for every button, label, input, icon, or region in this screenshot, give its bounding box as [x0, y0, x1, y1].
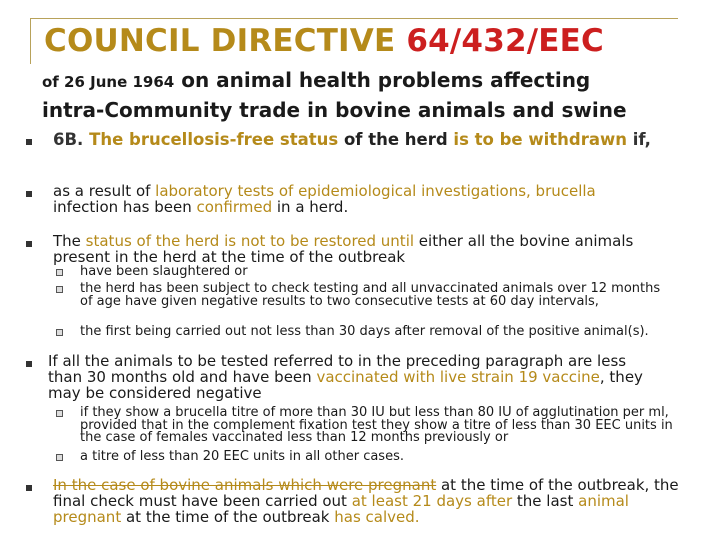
- point-vaccinated-lead: If all the animals to be tested referred to in the preceding paragraph are less than 30 months old and have been: [48, 352, 627, 386]
- point-lab-tests-middle: infection has been: [53, 198, 197, 216]
- point-lab-tests-confirmed: confirmed: [196, 198, 273, 216]
- point-pregnant-middle: at the time of the outbreak, the final check must have been carried out: [53, 476, 679, 510]
- point-vaccinated-end: , they may be considered negative: [48, 368, 643, 402]
- sub-bullet-marker: [56, 266, 64, 274]
- point-pregnant-21days: at least 21 days after: [351, 492, 513, 510]
- point-pregnant-lead: In the case of bovine animals which were pregnant: [53, 476, 437, 494]
- sub-point-titre-20eec: a titre of less than 20 EEC units in all other cases.: [80, 449, 404, 464]
- bullet-marker: [26, 234, 36, 247]
- bullet-marker: [26, 478, 36, 491]
- point-status-restore: [53, 233, 683, 265]
- point-6b-number: 6B.: [53, 130, 90, 149]
- sub-point-first-test: the first being carried out not less than 30 days after removal of the positive animal(s).: [80, 324, 649, 339]
- bullet-marker: [26, 354, 36, 367]
- point-6b-status: The brucellosis-free status: [89, 130, 339, 149]
- bullet-marker: [26, 184, 36, 197]
- sub-bullet-marker: [56, 451, 64, 459]
- point-pregnant-animal: animal pregnant: [53, 492, 629, 526]
- point-6b: [53, 131, 693, 148]
- point-lab-tests: [53, 183, 673, 215]
- subtitle-date: of 26 June 1964: [42, 73, 175, 91]
- point-pregnant-calved: has calved.: [334, 508, 420, 526]
- title-directive-label: COUNCIL DIRECTIVE: [44, 23, 407, 59]
- point-pregnant-outbreak: at the time of the outbreak: [121, 508, 335, 526]
- point-status-highlight: status of the herd is not to be restored until: [85, 232, 415, 250]
- subtitle-line2: intra-Community trade in bovine animals and swine: [42, 98, 627, 122]
- point-vaccinated: [48, 353, 658, 401]
- sub-bullet-marker: [56, 407, 64, 415]
- point-pregnant: [53, 477, 693, 525]
- sub-point-check-testing: the herd has been subject to check testing and all unvaccinated animals over 12 months of age have given negative results to two consecutive tests at 60 day intervals,: [80, 281, 661, 309]
- bullet-marker: [26, 132, 36, 145]
- sub-bullet-marker: [56, 283, 64, 291]
- point-vaccinated-highlight: vaccinated with live strain 19 vaccine: [316, 368, 600, 386]
- point-lab-tests-lead: as a result of: [53, 182, 156, 200]
- point-status-rest: either all the bovine animals present in the herd at the time of the outbreak: [53, 232, 634, 266]
- subtitle-line1: on animal health problems affecting: [174, 68, 591, 92]
- title-directive-number: 64/432/EEC: [406, 23, 604, 59]
- point-status-lead: The: [53, 232, 86, 250]
- point-lab-tests-end: in a herd.: [272, 198, 349, 216]
- point-6b-withdrawn: is to be withdrawn: [453, 130, 627, 149]
- sub-point-titre-30iu: if they show a brucella titre of more than 30 IU but less than 80 IU of agglutination per ml, provided that in the complement fixation test they show a titre of less than 30 EEC units in the case of females vaccinated less than 12 months previously or: [80, 405, 673, 445]
- point-6b-herd: of the herd: [338, 130, 454, 149]
- point-6b-if: if,: [626, 130, 651, 149]
- sub-bullet-marker: [56, 326, 64, 334]
- point-pregnant-the-last: the last: [512, 492, 579, 510]
- point-lab-tests-highlight: laboratory tests of epidemiological investigations, brucella: [155, 182, 596, 200]
- sub-point-slaughtered: have been slaughtered or: [80, 264, 248, 279]
